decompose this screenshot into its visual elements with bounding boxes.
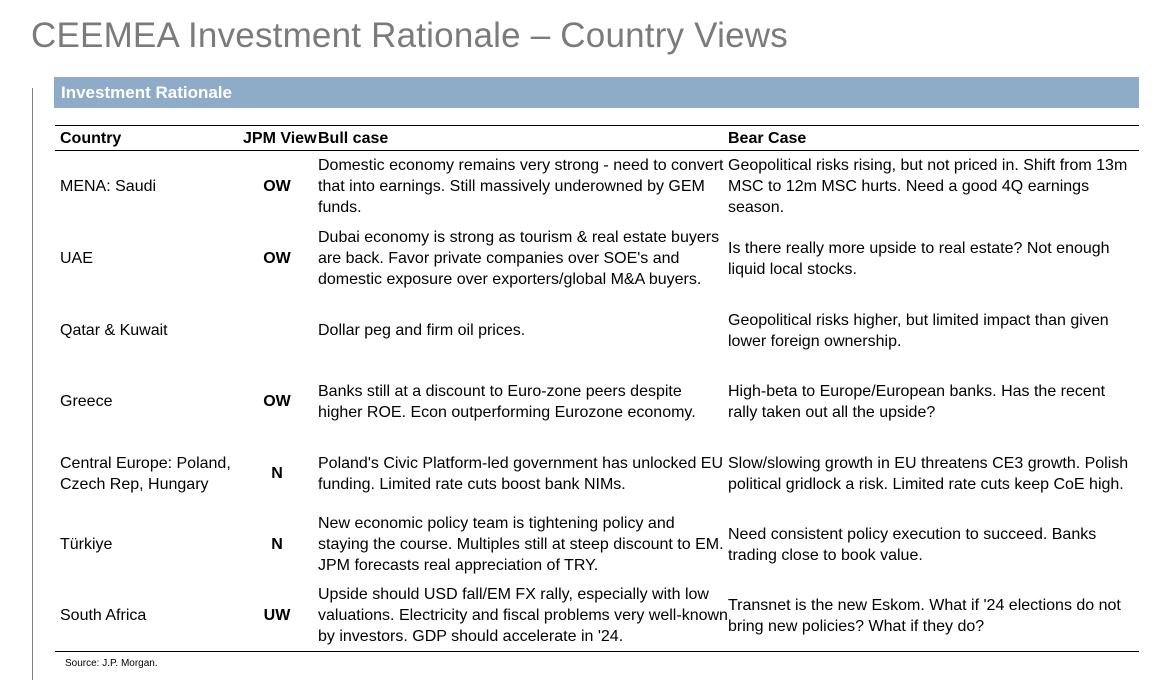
bull-case-cell: Upside should USD fall/EM FX rally, especially with low valuations. Electricity and fiscal problems very well-known by investors. GDP should accelerate in '24. <box>318 586 728 645</box>
view-cell: OW <box>263 250 291 267</box>
bear-case-cell: Need consistent policy execution to succeed. Banks trading close to book value. <box>728 525 1097 564</box>
left-divider <box>32 88 33 680</box>
table-row <box>55 223 1139 294</box>
country-cell: Qatar & Kuwait <box>60 322 168 339</box>
table-row <box>55 151 1139 222</box>
table-header-row <box>55 126 1139 150</box>
country-cell: Greece <box>60 393 113 410</box>
table-row <box>55 509 1139 580</box>
view-cell: N <box>271 536 283 553</box>
bear-case-cell: Geopolitical risks higher, but limited impact than given lower foreign ownership. <box>728 311 1109 350</box>
country-cell: MENA: Saudi <box>60 178 157 195</box>
view-cell: N <box>271 465 283 482</box>
country-cell: South Africa <box>60 607 147 624</box>
table-row <box>55 580 1139 651</box>
header-jpm-view: JPM View <box>243 130 317 147</box>
table-row <box>55 438 1139 509</box>
section-header-label: Investment Rationale <box>61 82 232 102</box>
page-title: CEEMEA Investment Rationale – Country Views <box>31 16 788 55</box>
header-bear-case: Bear Case <box>728 130 807 147</box>
source-note: Source: J.P. Morgan. <box>65 658 158 669</box>
header-bull-case: Bull case <box>318 130 389 147</box>
bull-case-cell: Domestic economy remains very strong - need to convert that into earnings. Still massively underowned by GEM funds. <box>318 157 724 216</box>
view-cell <box>235 295 319 366</box>
bear-case-cell: Transnet is the new Eskom. What if '24 elections do not bring new policies? What if they do? <box>728 596 1121 635</box>
table-row <box>55 366 1139 437</box>
bear-case-cell: High-beta to Europe/European banks. Has the recent rally taken out all the upside? <box>728 382 1106 421</box>
bull-case-cell: Banks still at a discount to Euro-zone peers despite higher ROE. Econ outperforming Eurozone economy. <box>318 382 696 421</box>
view-cell: UW <box>263 607 291 624</box>
bull-case-cell: Poland's Civic Platform-led government has unlocked EU funding. Limited rate cuts boost bank NIMs. <box>318 454 724 493</box>
bull-case-cell: Dubai economy is strong as tourism & real estate buyers are back. Favor private companies over SOE's and domestic exposure over exporters/global M&A buyers. <box>318 229 720 288</box>
table-bottom-rule <box>55 651 1139 652</box>
country-cell: UAE <box>60 250 93 267</box>
bull-case-cell: New economic policy team is tightening policy and staying the course. Multiples still at steep discount to EM. JPM forecasts real appreciation of TRY. <box>318 515 724 574</box>
bear-case-cell: Geopolitical risks rising, but not priced in. Shift from 13m MSC to 12m MSC hurts. Need a good 4Q earnings season. <box>728 157 1128 216</box>
section-header-bar <box>54 77 1139 108</box>
header-country: Country <box>60 130 122 147</box>
bear-case-cell: Is there really more upside to real estate? Not enough liquid local stocks. <box>728 239 1110 278</box>
table-row <box>55 295 1139 366</box>
country-cell: Central Europe: Poland, Czech Rep, Hungary <box>60 454 231 493</box>
view-cell: OW <box>263 178 291 195</box>
bull-case-cell: Dollar peg and firm oil prices. <box>318 322 526 339</box>
bear-case-cell: Slow/slowing growth in EU threatens CE3 growth. Polish political gridlock a risk. Limited rate cuts keep CoE high. <box>728 454 1129 493</box>
view-cell: OW <box>263 393 291 410</box>
country-cell: Türkiye <box>60 536 113 553</box>
